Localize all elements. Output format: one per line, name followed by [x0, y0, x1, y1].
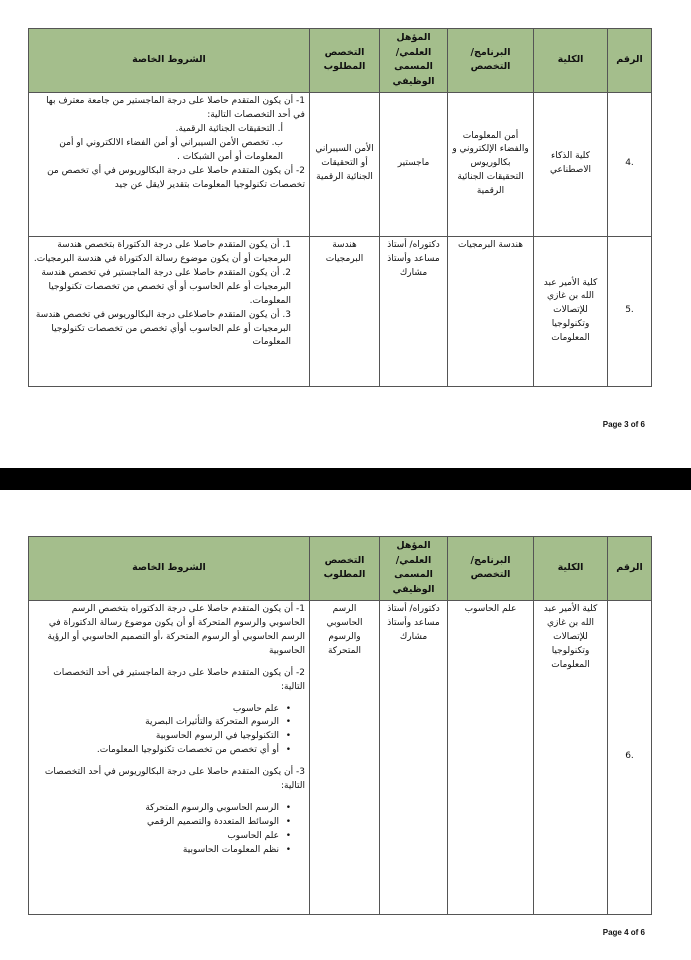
- spacer: [33, 695, 305, 703]
- table-row: [29, 92, 652, 236]
- list-item: • الرسوم المتحركة والتأثيرات البصرية: [33, 716, 305, 730]
- list-item: • نظم المعلومات الحاسوبية: [33, 844, 305, 858]
- list-item: • التكنولوجيا في الرسوم الحاسوبية: [33, 730, 305, 744]
- header-conditions: الشروط الخاصة: [29, 29, 310, 93]
- condition-2: 2- أن يكون المتقدم حاصلا على درجة الماجستير في أحد التخصصات التالية:: [53, 667, 305, 692]
- condition-2: 2. أن يكون المتقدم حاصلا على درجة الماجستير في تخصص هندسة البرمجيات أو علم الحاسوب أو أي تخصص من تخصصات تكنولوجيا المعلومات.: [41, 267, 291, 306]
- list-item: • أو أي تخصص من تخصصات تكنولوجيا المعلومات.: [33, 744, 305, 758]
- header-program: البرنامج/ التخصص: [448, 537, 534, 601]
- condition-1a: أ. التحقيقات الجنائية الرقمية.: [175, 123, 283, 134]
- row-program: أمن المعلومات والفضاء الإلكتروني و بكالوريوس التحقيقات الجنائية الرقمية: [448, 92, 534, 236]
- row-specialization: الرسم الحاسوبي والرسوم المتحركة: [310, 600, 380, 914]
- header-conditions: الشروط الخاصة: [29, 537, 310, 601]
- list-item: • الوسائط المتعددة والتصميم الرقمي: [33, 816, 305, 830]
- condition-1: 1. أن يكون المتقدم حاصلا على درجة الدكتوراة بتخصص هندسة البرمجيات أو أن يكون موضوع رسالة الدكتوراة في هندسة البرمجيات.: [33, 239, 291, 264]
- header-qualification: المؤهل العلمي/المسمى الوظيفي: [380, 537, 448, 601]
- header-number: الرقم: [608, 29, 652, 93]
- spacer: [33, 758, 305, 766]
- header-number: الرقم: [608, 537, 652, 601]
- row-number: .4: [608, 92, 652, 236]
- header-specialization: التخصص المطلوب: [310, 29, 380, 93]
- row-college: كلية الذكاء الاصطناعي: [534, 92, 608, 236]
- row-qualification: ماجستير: [380, 92, 448, 236]
- page-number: Page 4 of 6: [602, 928, 645, 937]
- condition-3: 3- أن يكون المتقدم حاصلا على درجة البكالوريوس في أحد التخصصات التالية:: [44, 767, 305, 792]
- row-college: كلية الأمير عبد الله بن غازي للإتصالات وتكنولوجيا المعلومات: [534, 600, 608, 914]
- header-qualification: المؤهل العلمي/المسمى الوظيفي: [380, 29, 448, 93]
- document-page-4: [0, 490, 691, 960]
- header-program: البرنامج/ التخصص: [448, 29, 534, 93]
- row-program: علم الحاسوب: [448, 600, 534, 914]
- condition-1: 1- أن يكون المتقدم حاصلا على درجة الماجستير من جامعة معترف بها في أحد التخصصات التالية:: [46, 95, 305, 120]
- condition-3: 3. أن يكون المتقدم حاصلاعلى درجة البكالوريوس في تخصص هندسة البرمجيات أو علم الحاسوب أوأي تخصص من تخصصات تكنولوجيا المعلومات: [35, 309, 291, 348]
- row-conditions: [29, 236, 310, 386]
- row-conditions: [29, 600, 310, 914]
- spacer: [33, 794, 305, 802]
- list-item: • علم الحاسوب: [33, 830, 305, 844]
- row-qualification: دكتوراه/ أستاذ مساعد وأستاذ مشارك: [380, 236, 448, 386]
- header-specialization: التخصص المطلوب: [310, 537, 380, 601]
- header-college: الكلية: [534, 537, 608, 601]
- condition-1: 1- أن يكون المتقدم حاصلا على درجة الدكتوراه بتخصص الرسم الحاسوبي والرسوم المتحركة أو أن يكون موضوع رسالة الدكتوراة في الرسم الحاسوبي أو الرسوم المتحركة ،أو التصميم الحاسوبي أو الرؤية الحاسوبية: [47, 603, 305, 656]
- row-program: هندسة البرمجيات: [448, 236, 534, 386]
- condition-1b: ب. تخصص الأمن السيبراني أو أمن الفضاء الالكتروني او أمن المعلومات أو أمن الشبكات .: [59, 137, 283, 162]
- row-conditions: [29, 92, 310, 236]
- spacer: [33, 659, 305, 667]
- list-item: • علم حاسوب: [33, 703, 305, 717]
- requirements-table-page-4: [28, 536, 652, 915]
- requirements-table-page-3: [28, 28, 652, 387]
- row-number: .5: [608, 236, 652, 386]
- row-specialization: الأمن السيبراني أو التحقيقات الجنائية الرقمية: [310, 92, 380, 236]
- page-separator: [0, 468, 691, 490]
- condition-2: 2- أن يكون المتقدم حاصلا على درجة البكالوريوس في أي تخصص من تخصصات تكنولوجيا المعلومات بتقدير لايقل عن جيد: [47, 165, 305, 190]
- row-qualification: دكتوراه/ أستاذ مساعد وأستاذ مشارك: [380, 600, 448, 914]
- document-page-3: [0, 0, 691, 468]
- list-item: • الرسم الحاسوبي والرسوم المتحركة: [33, 802, 305, 816]
- table-header-row: [29, 29, 652, 93]
- row-specialization: هندسة البرمجيات: [310, 236, 380, 386]
- table-row: [29, 600, 652, 914]
- header-college: الكلية: [534, 29, 608, 93]
- row-college: كلية الأمير عبد الله بن غازي للإتصالات وتكنولوجيا المعلومات: [534, 236, 608, 386]
- table-row: [29, 236, 652, 386]
- page-number: Page 3 of 6: [602, 420, 645, 429]
- row-number: .6: [608, 600, 652, 914]
- table-header-row: [29, 537, 652, 601]
